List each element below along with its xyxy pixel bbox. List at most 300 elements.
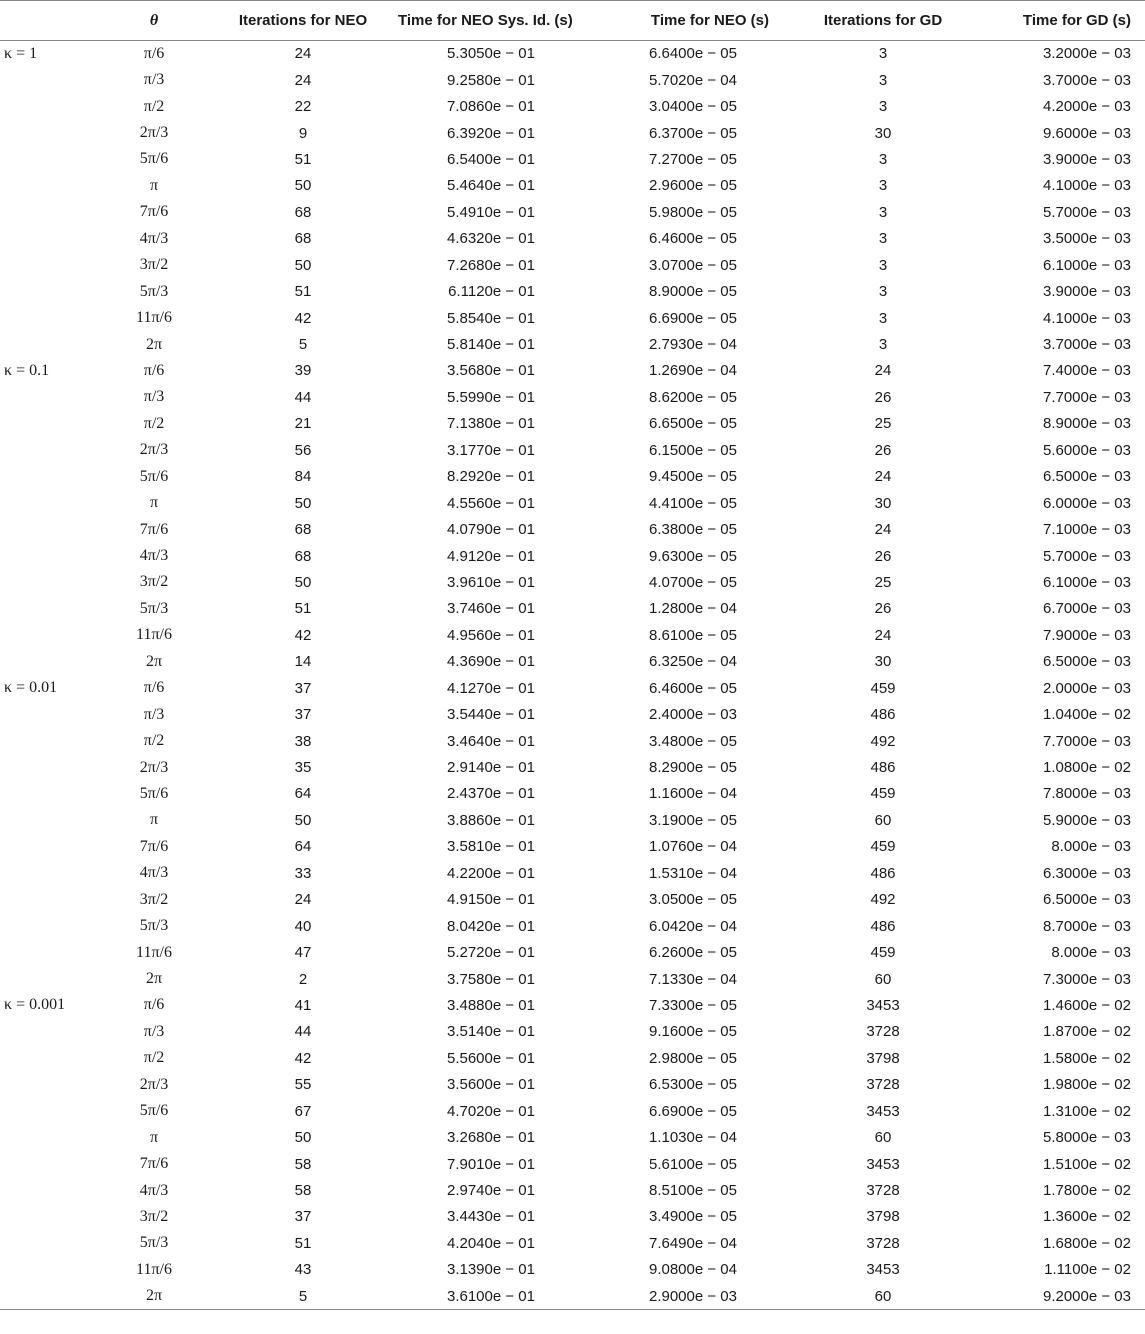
cell-iterations-gd: 492 xyxy=(870,732,896,750)
kappa-group-empty xyxy=(0,1257,100,1283)
table-row xyxy=(0,728,1145,754)
cell-iterations-neo: 24 xyxy=(294,891,312,909)
cell-time-neo-sysid: 3.5440e − 01 xyxy=(446,706,535,724)
cell-time-neo: 7.1330e − 04 xyxy=(648,970,737,988)
table-row xyxy=(0,939,1145,965)
cell-time-gd: 6.5000e − 03 xyxy=(1042,891,1131,909)
cell-time-neo-sysid: 7.2680e − 01 xyxy=(446,256,535,274)
table-row xyxy=(0,490,1145,516)
kappa-group-empty xyxy=(0,1124,100,1150)
cell-time-gd: 1.5800e − 02 xyxy=(1042,1049,1131,1067)
kappa-group-empty xyxy=(0,93,100,119)
table-row xyxy=(0,1072,1145,1098)
cell-time-neo-sysid: 3.4880e − 01 xyxy=(446,996,535,1014)
cell-time-neo: 6.6400e − 05 xyxy=(648,45,737,63)
table-row xyxy=(0,596,1145,622)
cell-time-neo: 1.2690e − 04 xyxy=(648,362,737,380)
cell-iterations-gd: 24 xyxy=(874,362,892,380)
cell-time-neo-sysid: 6.5400e − 01 xyxy=(446,150,535,168)
kappa-group-empty xyxy=(0,252,100,278)
cell-time-neo: 2.4000e − 03 xyxy=(648,706,737,724)
table-row xyxy=(0,675,1145,701)
kappa-group-empty xyxy=(0,173,100,199)
cell-theta: 4π/3 xyxy=(139,864,169,882)
cell-time-neo-sysid: 3.7580e − 01 xyxy=(446,970,535,988)
table-row xyxy=(0,252,1145,278)
cell-iterations-gd: 60 xyxy=(874,1129,892,1147)
table-row xyxy=(0,622,1145,648)
cell-iterations-neo: 41 xyxy=(294,996,312,1014)
kappa-group-empty xyxy=(0,331,100,357)
kappa-group-empty xyxy=(0,781,100,807)
kappa-group-empty xyxy=(0,278,100,304)
table-row xyxy=(0,754,1145,780)
kappa-group-empty xyxy=(0,754,100,780)
table-body xyxy=(0,41,1145,1310)
cell-iterations-neo: 68 xyxy=(294,547,312,565)
cell-iterations-gd: 24 xyxy=(874,521,892,539)
cell-iterations-gd: 26 xyxy=(874,441,892,459)
cell-iterations-gd: 459 xyxy=(870,679,896,697)
cell-theta: π/3 xyxy=(143,1022,165,1040)
cell-time-neo: 3.4900e − 05 xyxy=(648,1208,737,1226)
cell-time-gd: 1.7800e − 02 xyxy=(1042,1182,1131,1200)
kappa-group-label: κ = 0.01 xyxy=(4,679,58,697)
cell-theta: π/2 xyxy=(143,97,165,115)
table-row xyxy=(0,464,1145,490)
kappa-group-empty xyxy=(0,1045,100,1071)
kappa-group-empty xyxy=(0,887,100,913)
cell-iterations-neo: 35 xyxy=(294,759,312,777)
header-row xyxy=(0,1,1145,41)
kappa-group-empty xyxy=(0,67,100,93)
cell-iterations-gd: 60 xyxy=(874,811,892,829)
cell-time-neo: 9.0800e − 04 xyxy=(648,1261,737,1279)
cell-theta: π xyxy=(149,176,159,194)
header-time-neo: Time for NEO (s) xyxy=(583,1,783,41)
cell-time-gd: 1.8700e − 02 xyxy=(1042,1023,1131,1041)
cell-iterations-gd: 3 xyxy=(878,177,888,195)
cell-time-neo-sysid: 8.0420e − 01 xyxy=(446,917,535,935)
cell-theta: π/2 xyxy=(143,414,165,432)
cell-theta: 2π xyxy=(145,652,163,670)
cell-time-gd: 8.000e − 03 xyxy=(1051,838,1131,856)
cell-theta: π/6 xyxy=(143,679,165,697)
cell-iterations-gd: 3 xyxy=(878,256,888,274)
cell-iterations-neo: 50 xyxy=(294,256,312,274)
cell-iterations-neo: 44 xyxy=(294,388,312,406)
cell-time-gd: 3.7000e − 03 xyxy=(1042,71,1131,89)
kappa-group-empty xyxy=(0,834,100,860)
cell-iterations-neo: 56 xyxy=(294,441,312,459)
cell-time-neo-sysid: 3.1390e − 01 xyxy=(446,1261,535,1279)
cell-iterations-neo: 2 xyxy=(298,970,308,988)
cell-time-gd: 7.8000e − 03 xyxy=(1042,785,1131,803)
table-row xyxy=(0,992,1145,1018)
cell-iterations-gd: 459 xyxy=(870,944,896,962)
table-row xyxy=(0,1230,1145,1256)
cell-time-neo: 2.9800e − 05 xyxy=(648,1049,737,1067)
kappa-group-empty xyxy=(0,860,100,886)
cell-theta: 11π/6 xyxy=(136,309,172,327)
cell-iterations-neo: 5 xyxy=(208,1283,398,1309)
cell-iterations-gd: 3 xyxy=(878,203,888,221)
cell-iterations-neo: 37 xyxy=(294,706,312,724)
cell-time-neo-sysid: 3.5600e − 01 xyxy=(446,1076,535,1094)
cell-time-neo: 5.9800e − 05 xyxy=(648,203,737,221)
cell-iterations-neo: 40 xyxy=(294,917,312,935)
cell-iterations-neo: 9 xyxy=(298,124,308,142)
cell-iterations-gd: 24 xyxy=(874,468,892,486)
cell-time-neo: 6.6900e − 05 xyxy=(648,1102,737,1120)
cell-iterations-gd: 25 xyxy=(874,573,892,591)
cell-theta: 5π/6 xyxy=(139,467,169,485)
cell-time-neo-sysid: 4.9120e − 01 xyxy=(446,547,535,565)
cell-time-gd: 6.5000e − 03 xyxy=(1042,653,1131,671)
cell-time-neo: 6.3250e − 04 xyxy=(648,653,737,671)
cell-time-neo-sysid: 5.8540e − 01 xyxy=(446,309,535,327)
cell-time-gd: 9.2000e − 03 xyxy=(983,1283,1145,1309)
cell-theta: 5π/3 xyxy=(139,917,169,935)
cell-time-neo: 8.6200e − 05 xyxy=(648,388,737,406)
cell-iterations-gd: 459 xyxy=(870,838,896,856)
cell-theta: 2π xyxy=(100,1283,208,1309)
kappa-group-empty xyxy=(0,543,100,569)
header-theta: θ xyxy=(100,1,208,41)
cell-iterations-gd: 3 xyxy=(878,45,888,63)
table-row xyxy=(0,226,1145,252)
cell-iterations-neo: 42 xyxy=(294,1049,312,1067)
cell-time-gd: 6.3000e − 03 xyxy=(1042,864,1131,882)
cell-time-neo-sysid: 3.4640e − 01 xyxy=(446,732,535,750)
cell-iterations-gd: 25 xyxy=(874,415,892,433)
cell-time-neo: 9.1600e − 05 xyxy=(648,1023,737,1041)
cell-iterations-neo: 58 xyxy=(294,1182,312,1200)
header-time-neo-sysid: Time for NEO Sys. Id. (s) xyxy=(398,1,583,41)
cell-iterations-neo: 37 xyxy=(294,679,312,697)
cell-theta: 3π/2 xyxy=(139,573,169,591)
cell-time-neo-sysid: 5.5990e − 01 xyxy=(446,388,535,406)
cell-time-neo-sysid: 4.9150e − 01 xyxy=(446,891,535,909)
cell-time-neo: 6.4600e − 05 xyxy=(648,679,737,697)
cell-time-neo-sysid: 5.8140e − 01 xyxy=(446,336,535,354)
cell-time-gd: 1.5100e − 02 xyxy=(1042,1155,1131,1173)
cell-iterations-gd: 3 xyxy=(878,71,888,89)
cell-time-neo-sysid: 3.1770e − 01 xyxy=(446,441,535,459)
cell-iterations-neo: 44 xyxy=(294,1023,312,1041)
cell-iterations-gd: 3 xyxy=(878,309,888,327)
cell-iterations-neo: 42 xyxy=(294,626,312,644)
cell-time-neo-sysid: 4.3690e − 01 xyxy=(446,653,535,671)
kappa-group-empty xyxy=(0,596,100,622)
kappa-group-empty xyxy=(0,569,100,595)
cell-iterations-neo: 51 xyxy=(294,150,312,168)
cell-time-gd: 1.3100e − 02 xyxy=(1042,1102,1131,1120)
cell-time-gd: 7.4000e − 03 xyxy=(1042,362,1131,380)
cell-theta: π xyxy=(149,494,159,512)
cell-time-gd: 7.9000e − 03 xyxy=(1042,626,1131,644)
cell-theta: 2π xyxy=(145,335,163,353)
cell-iterations-neo: 67 xyxy=(294,1102,312,1120)
cell-iterations-neo: 50 xyxy=(294,573,312,591)
cell-iterations-neo: 51 xyxy=(294,1234,312,1252)
kappa-group-empty xyxy=(0,516,100,542)
cell-theta: 11π/6 xyxy=(136,626,172,644)
cell-time-neo-sysid: 4.0790e − 01 xyxy=(446,521,535,539)
cell-time-gd: 7.3000e − 03 xyxy=(1042,970,1131,988)
cell-time-neo-sysid: 4.9560e − 01 xyxy=(446,626,535,644)
cell-iterations-neo: 14 xyxy=(294,653,312,671)
cell-time-neo-sysid: 6.1120e − 01 xyxy=(448,283,535,301)
cell-theta: 5π/3 xyxy=(139,599,169,617)
cell-time-neo: 2.9000e − 03 xyxy=(583,1283,783,1309)
cell-theta: π/6 xyxy=(143,361,165,379)
cell-time-neo: 7.2700e − 05 xyxy=(648,150,737,168)
cell-time-gd: 3.7000e − 03 xyxy=(1042,336,1131,354)
cell-iterations-gd: 486 xyxy=(870,759,896,777)
cell-time-neo: 4.4100e − 05 xyxy=(648,494,737,512)
cell-time-gd: 3.2000e − 03 xyxy=(1042,45,1131,63)
kappa-group-label: κ = 1 xyxy=(4,44,38,62)
cell-theta: π/3 xyxy=(143,71,165,89)
kappa-group-label: κ = 0.001 xyxy=(4,996,66,1014)
kappa-group-empty xyxy=(0,464,100,490)
cell-theta: 7π/6 xyxy=(139,203,169,221)
cell-time-neo: 5.7020e − 04 xyxy=(648,71,737,89)
table-row xyxy=(0,384,1145,410)
cell-time-neo: 4.0700e − 05 xyxy=(648,573,737,591)
cell-time-neo-sysid: 3.5140e − 01 xyxy=(446,1023,535,1041)
cell-theta: 4π/3 xyxy=(139,1181,169,1199)
cell-time-neo: 3.0400e − 05 xyxy=(648,98,737,116)
cell-theta: 7π/6 xyxy=(139,837,169,855)
cell-time-gd: 8.000e − 03 xyxy=(1051,944,1131,962)
cell-iterations-gd: 26 xyxy=(874,547,892,565)
cell-theta: 7π/6 xyxy=(139,1155,169,1173)
cell-time-neo: 2.9600e − 05 xyxy=(648,177,737,195)
cell-time-neo: 9.4500e − 05 xyxy=(648,468,737,486)
cell-iterations-neo: 64 xyxy=(294,838,312,856)
cell-theta: 2π/3 xyxy=(139,758,169,776)
cell-time-neo: 8.9000e − 05 xyxy=(648,283,737,301)
cell-time-neo-sysid: 5.3050e − 01 xyxy=(446,45,535,63)
cell-iterations-neo: 51 xyxy=(294,600,312,618)
cell-time-gd: 9.6000e − 03 xyxy=(1042,124,1131,142)
cell-time-gd: 7.7000e − 03 xyxy=(1042,732,1131,750)
table-row xyxy=(0,1204,1145,1230)
cell-iterations-gd: 459 xyxy=(870,785,896,803)
cell-time-neo-sysid: 2.9740e − 01 xyxy=(446,1182,535,1200)
kappa-group-empty xyxy=(0,939,100,965)
table-row xyxy=(0,543,1145,569)
table-row xyxy=(0,93,1145,119)
table-row xyxy=(0,1283,1145,1309)
cell-theta: π/2 xyxy=(143,1049,165,1067)
cell-time-neo-sysid: 8.2920e − 01 xyxy=(446,468,535,486)
cell-iterations-neo: 47 xyxy=(294,944,312,962)
cell-theta: 5π/3 xyxy=(139,282,169,300)
cell-theta: 7π/6 xyxy=(139,520,169,538)
cell-time-neo-sysid: 4.2040e − 01 xyxy=(446,1234,535,1252)
cell-iterations-neo: 84 xyxy=(294,468,312,486)
cell-time-gd: 5.7000e − 03 xyxy=(1042,203,1131,221)
cell-time-gd: 1.9800e − 02 xyxy=(1042,1076,1131,1094)
cell-iterations-gd: 26 xyxy=(874,600,892,618)
cell-time-neo: 3.0700e − 05 xyxy=(648,256,737,274)
cell-iterations-neo: 50 xyxy=(294,811,312,829)
cell-iterations-gd: 3453 xyxy=(866,996,900,1014)
cell-time-neo: 9.6300e − 05 xyxy=(648,547,737,565)
cell-time-neo-sysid: 5.4910e − 01 xyxy=(446,203,535,221)
cell-time-gd: 2.0000e − 03 xyxy=(1042,679,1131,697)
table-row xyxy=(0,781,1145,807)
cell-theta: π xyxy=(149,1128,159,1146)
cell-time-neo: 6.0420e − 04 xyxy=(648,917,737,935)
kappa-group-empty xyxy=(0,966,100,992)
kappa-group-empty xyxy=(0,807,100,833)
cell-time-neo-sysid: 4.1270e − 01 xyxy=(446,679,535,697)
cell-theta: 2π/3 xyxy=(139,124,169,142)
cell-time-neo-sysid: 2.9140e − 01 xyxy=(446,759,535,777)
kappa-group-empty xyxy=(0,1019,100,1045)
cell-time-neo: 3.1900e − 05 xyxy=(648,811,737,829)
cell-time-neo-sysid: 3.9610e − 01 xyxy=(446,573,535,591)
cell-theta: 5π/3 xyxy=(139,1234,169,1252)
table-row xyxy=(0,701,1145,727)
cell-iterations-gd: 3 xyxy=(878,283,888,301)
cell-theta: 5π/6 xyxy=(139,150,169,168)
cell-time-neo-sysid: 3.2680e − 01 xyxy=(446,1129,535,1147)
cell-theta: 2π/3 xyxy=(139,1075,169,1093)
table-row xyxy=(0,1124,1145,1150)
cell-iterations-gd: 30 xyxy=(874,124,892,142)
cell-time-neo-sysid: 7.0860e − 01 xyxy=(446,98,535,116)
table-row xyxy=(0,1098,1145,1124)
kappa-group-empty xyxy=(0,622,100,648)
cell-iterations-gd: 3 xyxy=(878,230,888,248)
cell-iterations-neo: 22 xyxy=(294,98,312,116)
cell-time-neo-sysid: 5.2720e − 01 xyxy=(446,944,535,962)
cell-iterations-gd: 486 xyxy=(870,864,896,882)
cell-theta: 2π xyxy=(145,970,163,988)
cell-time-neo: 1.1600e − 04 xyxy=(648,785,737,803)
cell-time-neo: 6.5300e − 05 xyxy=(648,1076,737,1094)
cell-time-neo-sysid: 6.3920e − 01 xyxy=(446,124,535,142)
cell-time-neo: 6.6500e − 05 xyxy=(648,415,737,433)
table-row xyxy=(0,649,1145,675)
table-row xyxy=(0,807,1145,833)
header-time-gd: Time for GD (s) xyxy=(983,1,1145,41)
cell-time-neo: 6.4600e − 05 xyxy=(648,230,737,248)
cell-iterations-gd: 3728 xyxy=(866,1076,900,1094)
cell-time-gd: 4.1000e − 03 xyxy=(1042,177,1131,195)
cell-time-gd: 1.4600e − 02 xyxy=(1042,996,1131,1014)
cell-iterations-gd: 3798 xyxy=(866,1049,900,1067)
cell-theta: π/6 xyxy=(143,44,165,62)
cell-time-neo-sysid: 3.4430e − 01 xyxy=(446,1208,535,1226)
cell-time-neo: 1.1030e − 04 xyxy=(648,1129,737,1147)
cell-time-gd: 5.6000e − 03 xyxy=(1042,441,1131,459)
cell-iterations-neo: 58 xyxy=(294,1155,312,1173)
cell-time-gd: 4.2000e − 03 xyxy=(1042,98,1131,116)
cell-iterations-neo: 24 xyxy=(294,71,312,89)
kappa-group-empty xyxy=(0,1283,100,1309)
cell-time-neo: 8.5100e − 05 xyxy=(648,1182,737,1200)
cell-time-neo-sysid: 3.6100e − 01 xyxy=(398,1283,583,1309)
cell-iterations-neo: 5 xyxy=(298,336,308,354)
table-row xyxy=(0,966,1145,992)
cell-time-gd: 5.8000e − 03 xyxy=(1042,1129,1131,1147)
cell-time-neo: 2.7930e − 04 xyxy=(648,336,737,354)
cell-theta: 11π/6 xyxy=(136,1260,172,1278)
kappa-group-empty xyxy=(0,305,100,331)
cell-time-neo: 8.2900e − 05 xyxy=(648,759,737,777)
cell-time-neo-sysid: 9.2580e − 01 xyxy=(446,71,535,89)
table-row xyxy=(0,860,1145,886)
kappa-group-label: κ = 0.1 xyxy=(4,361,50,379)
kappa-group-empty xyxy=(0,199,100,225)
table-row xyxy=(0,437,1145,463)
cell-time-neo: 6.6900e − 05 xyxy=(648,309,737,327)
cell-iterations-gd: 3453 xyxy=(866,1155,900,1173)
header-group xyxy=(0,1,100,41)
kappa-group-empty xyxy=(0,701,100,727)
kappa-group-empty xyxy=(0,1072,100,1098)
cell-theta: 3π/2 xyxy=(139,256,169,274)
cell-time-neo-sysid: 7.1380e − 01 xyxy=(446,415,535,433)
cell-time-gd: 5.7000e − 03 xyxy=(1042,547,1131,565)
cell-iterations-gd: 3728 xyxy=(866,1182,900,1200)
cell-iterations-gd: 60 xyxy=(874,970,892,988)
cell-time-neo: 3.4800e − 05 xyxy=(648,732,737,750)
cell-iterations-neo: 64 xyxy=(294,785,312,803)
table-row xyxy=(0,411,1145,437)
table-row xyxy=(0,913,1145,939)
cell-iterations-neo: 55 xyxy=(294,1076,312,1094)
cell-theta: 4π/3 xyxy=(139,547,169,565)
cell-iterations-gd: 3728 xyxy=(866,1023,900,1041)
kappa-group-empty xyxy=(0,226,100,252)
kappa-group-empty xyxy=(0,913,100,939)
cell-theta: 11π/6 xyxy=(136,943,172,961)
cell-iterations-gd: 60 xyxy=(783,1283,983,1309)
cell-theta: π xyxy=(149,811,159,829)
cell-iterations-gd: 486 xyxy=(870,917,896,935)
kappa-group-empty xyxy=(0,411,100,437)
cell-iterations-neo: 68 xyxy=(294,521,312,539)
cell-theta: 5π/6 xyxy=(139,1102,169,1120)
cell-iterations-gd: 26 xyxy=(874,388,892,406)
cell-time-neo-sysid: 2.4370e − 01 xyxy=(446,785,535,803)
cell-iterations-neo: 21 xyxy=(294,415,312,433)
cell-time-neo-sysid: 5.4640e − 01 xyxy=(446,177,535,195)
cell-iterations-neo: 37 xyxy=(294,1208,312,1226)
kappa-group-empty xyxy=(0,649,100,675)
cell-time-neo: 6.3700e − 05 xyxy=(648,124,737,142)
table-row xyxy=(0,67,1145,93)
cell-time-neo: 1.2800e − 04 xyxy=(648,600,737,618)
cell-time-gd: 4.1000e − 03 xyxy=(1042,309,1131,327)
cell-iterations-neo: 68 xyxy=(294,230,312,248)
table-row xyxy=(0,1177,1145,1203)
cell-time-neo-sysid: 5.5600e − 01 xyxy=(446,1049,535,1067)
table-row xyxy=(0,146,1145,172)
cell-iterations-gd: 3798 xyxy=(866,1208,900,1226)
table-row xyxy=(0,516,1145,542)
cell-iterations-gd: 30 xyxy=(874,494,892,512)
table-row xyxy=(0,1019,1145,1045)
cell-theta: π/3 xyxy=(143,388,165,406)
